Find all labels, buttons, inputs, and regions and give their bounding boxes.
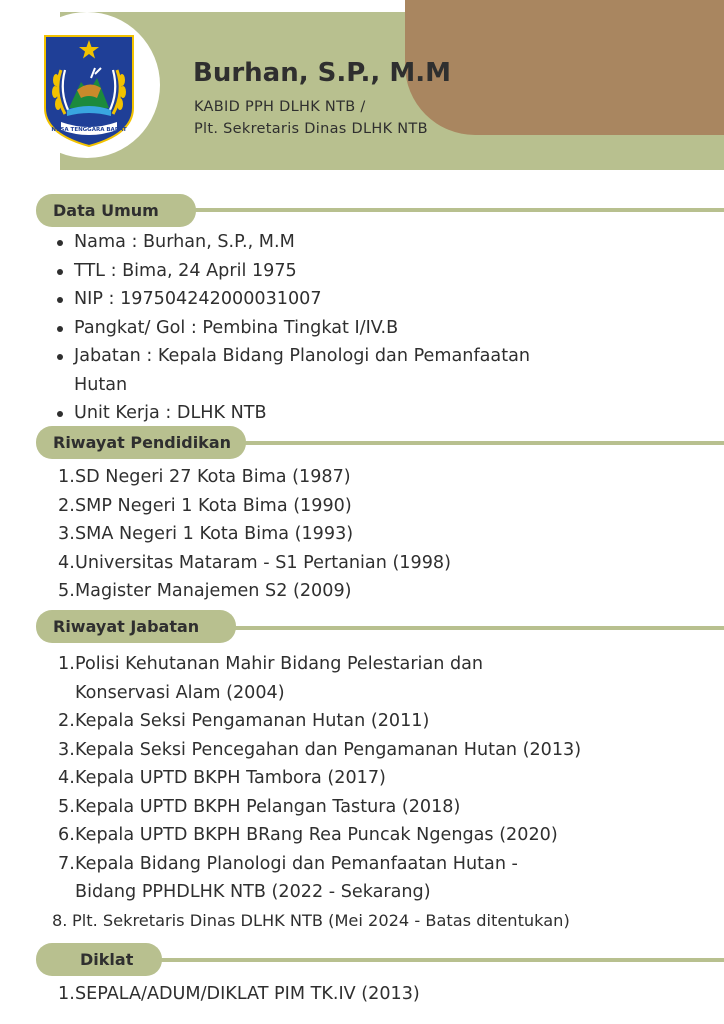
list-item: NIP : 197504242000031007	[0, 285, 530, 314]
bullet-icon	[57, 240, 63, 246]
bullet-icon	[57, 354, 63, 360]
list-item: 2. Kepala Seksi Pengamanan Hutan (2011)	[58, 711, 430, 731]
section-title-pendidikan: Riwayat Pendidikan	[36, 426, 246, 459]
list-item: 2. SMP Negeri 1 Kota Bima (1990)	[58, 495, 352, 516]
jabatan-list	[0, 650, 581, 935]
section-divider-data-umum	[190, 208, 724, 212]
list-item: 4. Kepala UPTD BKPH Tambora (2017)	[58, 768, 386, 788]
bullet-icon	[57, 269, 63, 275]
pendidikan-list	[0, 463, 451, 606]
list-item: 6. Kepala UPTD BKPH BRang Rea Puncak Ngengas (2020)	[58, 825, 558, 845]
profile-subtitle-2: Plt. Sekretaris Dinas DLHK NTB	[194, 121, 428, 137]
list-item: 5. Magister Manajemen S2 (2009)	[58, 581, 352, 601]
list-item: Bidang PPHDLHK NTB (2022 - Sekarang)	[75, 882, 431, 902]
section-divider-jabatan	[220, 626, 724, 630]
list-item: 5. Kepala UPTD BKPH Pelangan Tastura (2018)	[58, 796, 461, 817]
list-item: Pangkat/ Gol : Pembina Tingkat I/IV.B	[0, 314, 530, 343]
list-item: 3. Kepala Seksi Pencegahan dan Pengamanan Hutan (2013)	[58, 739, 582, 760]
list-item: Hutan	[74, 374, 128, 395]
header-accent-shape	[405, 0, 724, 135]
list-item: Unit Kerja : DLHK NTB	[0, 399, 530, 428]
logo-text: NUSA TENGGARA BARAT	[51, 127, 127, 133]
list-item: Konservasi Alam (2004)	[75, 682, 285, 703]
list-item: 1. SEPALA/ADUM/DIKLAT PIM TK.IV (2013)	[58, 984, 420, 1004]
list-item: 1. SD Negeri 27 Kota Bima (1987)	[58, 467, 351, 487]
profile-subtitle-1: KABID PPH DLHK NTB /	[194, 99, 366, 115]
section-title-jabatan: Riwayat Jabatan	[36, 610, 236, 643]
section-title-data-umum: Data Umum	[36, 194, 196, 227]
profile-name: Burhan, S.P., M.M	[193, 58, 451, 88]
bullet-icon	[57, 326, 63, 332]
list-item: 7. Kepala Bidang Planologi dan Pemanfaatan Hutan -	[58, 853, 518, 874]
diklat-list	[0, 980, 420, 1009]
section-divider-pendidikan	[230, 441, 724, 445]
data-umum-list	[0, 228, 530, 428]
list-item: Nama : Burhan, S.P., M.M	[0, 228, 530, 257]
section-title-diklat: Diklat	[36, 943, 162, 976]
list-item: 3. SMA Negeri 1 Kota Bima (1993)	[58, 524, 354, 544]
list-item: Jabatan : Kepala Bidang Planologi dan Pemanfaatan	[0, 342, 530, 371]
section-divider-diklat	[150, 958, 724, 962]
list-item: TTL : Bima, 24 April 1975	[0, 257, 530, 286]
bullet-icon	[57, 411, 63, 417]
list-item: 4. Universitas Mataram - S1 Pertanian (1998)	[58, 552, 451, 573]
list-item: 8. Plt. Sekretaris Dinas DLHK NTB (Mei 2024 - Batas ditentukan)	[52, 910, 570, 930]
ntb-emblem-logo	[41, 30, 137, 148]
bullet-icon	[57, 297, 63, 303]
list-item: 1. Polisi Kehutanan Mahir Bidang Pelestarian dan	[58, 654, 484, 674]
